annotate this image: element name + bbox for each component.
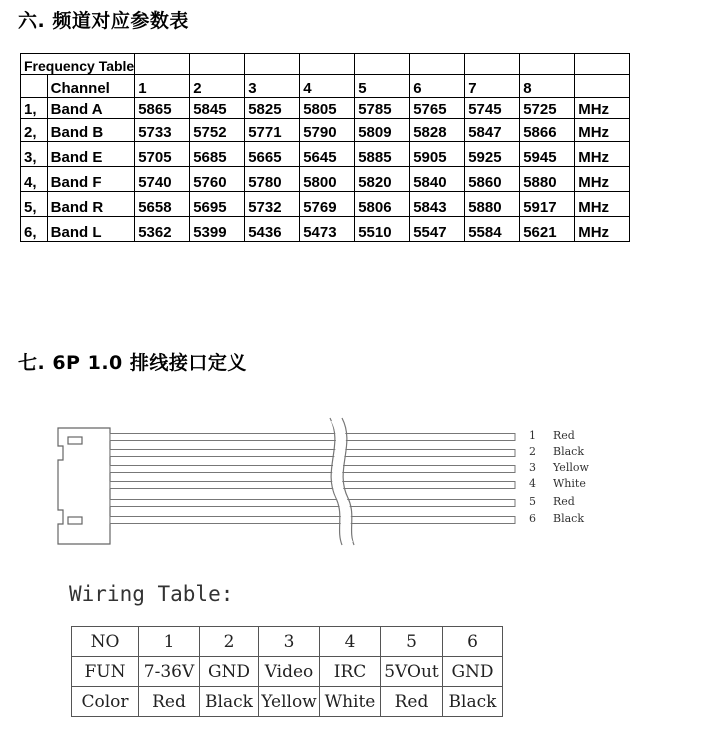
frequency-value: 5752: [190, 119, 245, 142]
frequency-value: 5843: [410, 192, 465, 217]
frequency-value: 5399: [190, 217, 245, 242]
section-6-heading: 六. 频道对应参数表: [18, 10, 189, 32]
frequency-value: 5473: [300, 217, 355, 242]
unit-label: MHz: [575, 217, 630, 242]
wire-color-label: Black: [553, 445, 584, 458]
wire-color-label: White: [553, 477, 586, 490]
channel-number: 2: [190, 75, 245, 98]
row-index: 4,: [21, 167, 48, 192]
unit-label: MHz: [575, 167, 630, 192]
frequency-value: 5806: [355, 192, 410, 217]
channel-number: 5: [355, 75, 410, 98]
channel-number: 3: [245, 75, 300, 98]
wiring-cell: 2: [200, 627, 259, 657]
frequency-value: 5695: [190, 192, 245, 217]
wiring-cell: Black: [200, 687, 259, 717]
band-name: Band E: [47, 142, 135, 167]
frequency-value: 5825: [245, 98, 300, 119]
wiring-row: [72, 627, 503, 657]
wiring-row-header: NO: [72, 627, 139, 657]
wiring-cell: 7-36V: [139, 657, 200, 687]
frequency-value: 5645: [300, 142, 355, 167]
band-name: Band B: [47, 119, 135, 142]
wire-color-label: Red: [553, 495, 575, 508]
frequency-value: 5769: [300, 192, 355, 217]
wire-5: [110, 500, 515, 507]
frequency-value: 5760: [190, 167, 245, 192]
frequency-value: 5885: [355, 142, 410, 167]
row-index: 2,: [21, 119, 48, 142]
frequency-value: 5945: [520, 142, 575, 167]
wire-number: 6: [529, 512, 536, 525]
wire-color-label: Black: [553, 512, 584, 525]
ribbon-wires: [110, 434, 515, 524]
frequency-value: 5547: [410, 217, 465, 242]
wiring-cell: 3: [259, 627, 320, 657]
unit-label: MHz: [575, 142, 630, 167]
wire-3: [110, 466, 515, 473]
band-name: Band R: [47, 192, 135, 217]
unit-label: MHz: [575, 98, 630, 119]
channel-number: 4: [300, 75, 355, 98]
frequency-value: 5865: [135, 98, 190, 119]
frequency-value: 5860: [465, 167, 520, 192]
connector-pin-top: [68, 437, 82, 444]
frequency-value: 5733: [135, 119, 190, 142]
channel-header: Channel: [47, 75, 135, 98]
wire-number: 5: [529, 495, 536, 508]
frequency-value: 5925: [465, 142, 520, 167]
frequency-value: 5800: [300, 167, 355, 192]
frequency-value: 5740: [135, 167, 190, 192]
frequency-value: 5362: [135, 217, 190, 242]
channel-number: 8: [520, 75, 575, 98]
wiring-cell: IRC: [320, 657, 381, 687]
row-index: 1,: [21, 98, 48, 119]
frequency-value: 5845: [190, 98, 245, 119]
channel-number: 7: [465, 75, 520, 98]
wire-color-label: Yellow: [553, 461, 589, 474]
frequency-value: 5847: [465, 119, 520, 142]
wiring-row: [72, 657, 503, 687]
wiring-cell: Video: [259, 657, 320, 687]
frequency-value: 5917: [520, 192, 575, 217]
row-index: 3,: [21, 142, 48, 167]
frequency-value: 5584: [465, 217, 520, 242]
wiring-table-title: Wiring Table:: [69, 582, 234, 606]
band-name: Band A: [47, 98, 135, 119]
unit-label: MHz: [575, 119, 630, 142]
band-name: Band F: [47, 167, 135, 192]
freq-table-title: Frequency Table: [21, 54, 135, 75]
wire-4: [110, 482, 515, 489]
wiring-cell: Yellow: [259, 687, 320, 717]
wiring-cell: GND: [200, 657, 259, 687]
frequency-value: 5866: [520, 119, 575, 142]
wiring-cell: 4: [320, 627, 381, 657]
frequency-value: 5809: [355, 119, 410, 142]
wiring-cell: 5VOut: [381, 657, 443, 687]
frequency-value: 5880: [465, 192, 520, 217]
wire-2: [110, 450, 515, 457]
band-name: Band L: [47, 217, 135, 242]
unit-label: MHz: [575, 192, 630, 217]
frequency-value: 5725: [520, 98, 575, 119]
wiring-cell: GND: [443, 657, 503, 687]
wire-number: 1: [529, 429, 536, 442]
frequency-value: 5820: [355, 167, 410, 192]
wiring-cell: 1: [139, 627, 200, 657]
frequency-value: 5665: [245, 142, 300, 167]
frequency-value: 5828: [410, 119, 465, 142]
wire-number: 3: [529, 461, 536, 474]
frequency-value: 5436: [245, 217, 300, 242]
wire-number: 4: [529, 477, 536, 490]
row-index: 5,: [21, 192, 48, 217]
wire-color-label: Red: [553, 429, 575, 442]
frequency-value: 5905: [410, 142, 465, 167]
frequency-value: 5840: [410, 167, 465, 192]
wiring-cell: Red: [139, 687, 200, 717]
frequency-value: 5510: [355, 217, 410, 242]
channel-number: 1: [135, 75, 190, 98]
frequency-value: 5658: [135, 192, 190, 217]
wire-number: 2: [529, 445, 536, 458]
section-7-heading: 七. 6P 1.0 排线接口定义: [18, 352, 247, 374]
wire-6: [110, 517, 515, 524]
wiring-cell: Black: [443, 687, 503, 717]
wiring-row: [72, 687, 503, 717]
frequency-value: 5780: [245, 167, 300, 192]
frequency-value: 5745: [465, 98, 520, 119]
frequency-value: 5621: [520, 217, 575, 242]
wiring-table: [71, 626, 503, 717]
frequency-value: 5805: [300, 98, 355, 119]
frequency-value: 5685: [190, 142, 245, 167]
wiring-cell: White: [320, 687, 381, 717]
frequency-value: 5790: [300, 119, 355, 142]
wiring-row-header: FUN: [72, 657, 139, 687]
frequency-value: 5732: [245, 192, 300, 217]
connector-pin-bottom: [68, 517, 82, 524]
wiring-cell: 6: [443, 627, 503, 657]
frequency-value: 5705: [135, 142, 190, 167]
frequency-value: 5785: [355, 98, 410, 119]
row-index: 6,: [21, 217, 48, 242]
frequency-value: 5880: [520, 167, 575, 192]
connector-housing: [58, 428, 110, 544]
wire-1: [110, 434, 515, 441]
channel-number: 6: [410, 75, 465, 98]
frequency-value: 5765: [410, 98, 465, 119]
wiring-cell: 5: [381, 627, 443, 657]
frequency-value: 5771: [245, 119, 300, 142]
wiring-cell: Red: [381, 687, 443, 717]
wiring-row-header: Color: [72, 687, 139, 717]
